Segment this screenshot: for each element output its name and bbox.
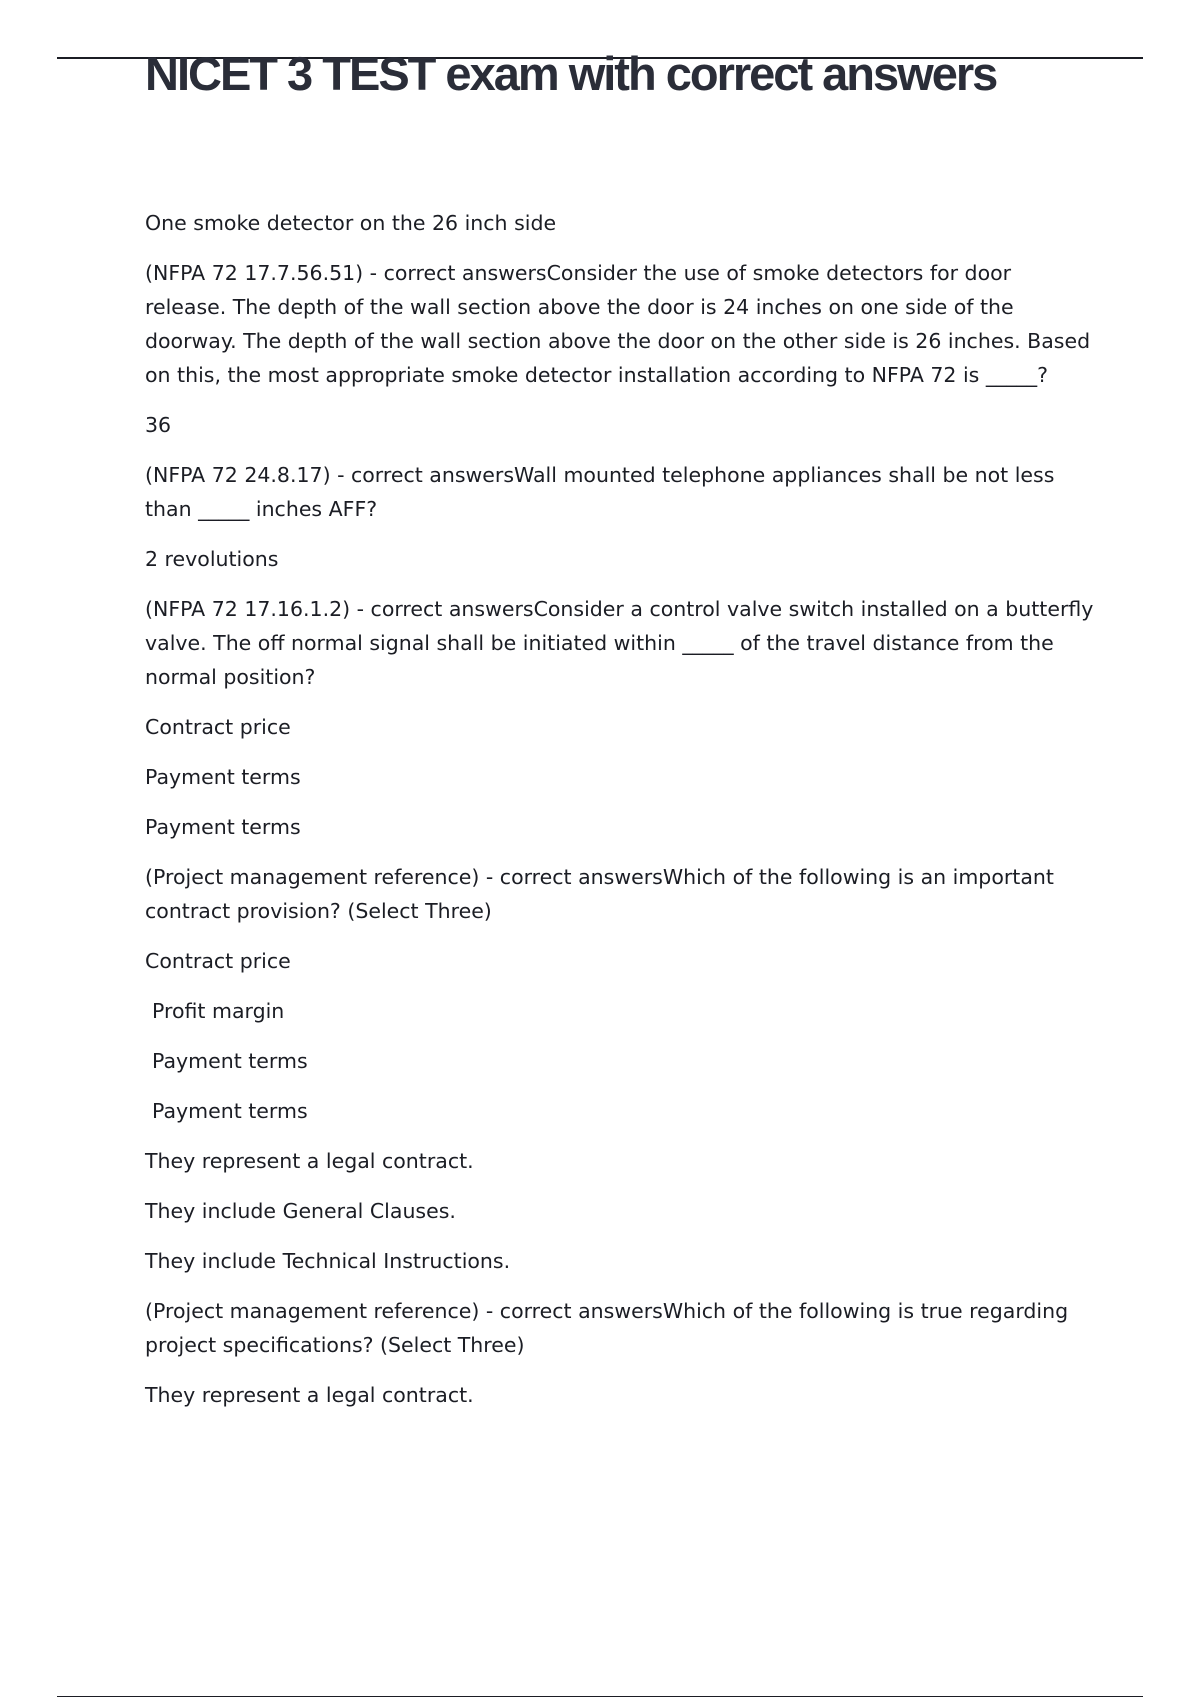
paragraph: 36	[145, 413, 172, 437]
paragraph: Payment terms	[152, 1099, 308, 1123]
paragraph: (Project management reference) - correct answersWhich of the following is an important contract provision? (Select Three)	[145, 865, 1054, 923]
paragraph: One smoke detector on the 26 inch side	[145, 211, 557, 235]
paragraph: They include General Clauses.	[145, 1199, 456, 1223]
paragraph: (Project management reference) - correct answersWhich of the following is true regarding project specifications? (Select Three)	[145, 1299, 1069, 1357]
paragraph: (NFPA 72 24.8.17) - correct answersWall mounted telephone appliances shall be not less than _____ inches AFF?	[145, 463, 1055, 521]
paragraph: 2 revolutions	[145, 547, 279, 571]
paragraph: Profit margin	[152, 999, 285, 1023]
paragraph: Contract price	[145, 949, 291, 973]
paragraph: (NFPA 72 17.16.1.2) - correct answersConsider a control valve switch installed on a butterfly valve. The off normal signal shall be initiated within _____ of the travel distance from the normal position?	[145, 597, 1094, 689]
paragraph: Payment terms	[152, 1049, 308, 1073]
paragraph: Payment terms	[145, 815, 301, 839]
document-title: NICET 3 TEST exam with correct answers	[145, 47, 997, 100]
paragraph: They include Technical Instructions.	[145, 1249, 511, 1273]
bottom-rule	[57, 1696, 1143, 1697]
paragraph: They represent a legal contract.	[145, 1149, 474, 1173]
paragraph: Payment terms	[145, 765, 301, 789]
document-body	[145, 206, 1095, 1428]
paragraph: Contract price	[145, 715, 291, 739]
paragraph: (NFPA 72 17.7.56.51) - correct answersConsider the use of smoke detectors for door release. The depth of the wall section above the door is 24 inches on one side of the doorway. The depth of the wall section above the door on the other side is 26 inches. Based on this, the most appropriate smoke detector installation according to NFPA 72 is _____?	[145, 261, 1091, 387]
paragraph: They represent a legal contract.	[145, 1383, 474, 1407]
